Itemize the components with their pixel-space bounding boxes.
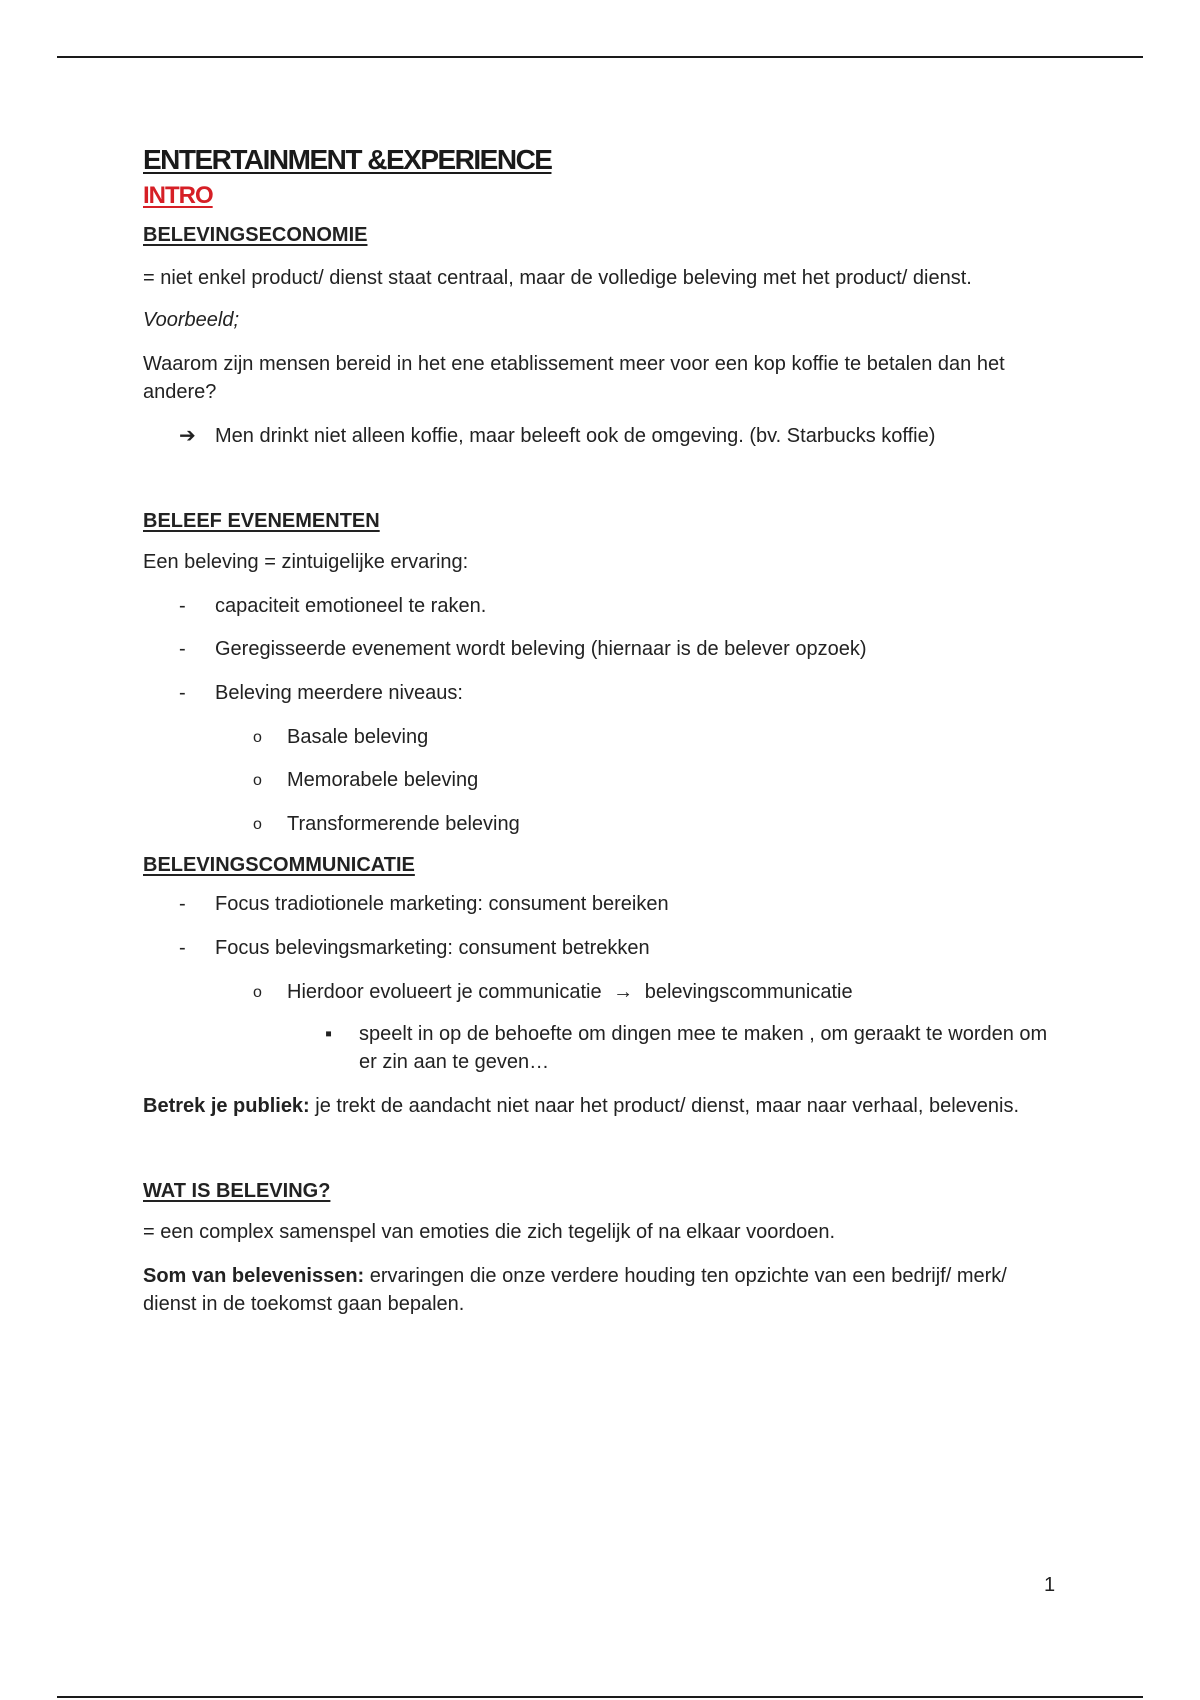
sub-list-item-text: Memorabele beleving [287,769,479,791]
bold-label: Betrek je publiek: [143,1095,310,1117]
som-belevenissen-paragraph [143,1262,1063,1318]
dash-bullet-icon: - [179,682,186,704]
sub-sub-list-item [143,1020,1063,1076]
top-rule [57,56,1143,58]
dash-bullet-icon: - [179,937,186,959]
list-item-text: Focus belevingsmarketing: consument betrekken [215,937,650,959]
bold-label: Som van belevenissen: [143,1265,365,1287]
sub-list-item [143,723,1063,751]
sub-list-item-text: Transformerende beleving [287,813,520,835]
example-label: Voorbeeld; [143,309,239,331]
list-item-text: Beleving meerdere niveaus: [215,682,463,704]
heading-belevingscommunicatie: BELEVINGSCOMMUNICATIE [143,854,415,876]
document-title: ENTERTAINMENT &EXPERIENCE [143,144,552,175]
answer-text: Men drinkt niet alleen koffie, maar beleeft ook de omgeving. (bv. Starbucks koffie) [215,425,936,447]
list-item-text: capaciteit emotioneel te raken. [215,595,487,617]
paragraph-text: ervaringen die onze verdere houding ten opzichte van een bedrijf/ merk/ dienst in de toekomst gaan bepalen. [143,1265,1007,1315]
list-item [143,635,1063,663]
sub-list-item [143,810,1063,838]
beleving-intro: Een beleving = zintuigelijke ervaring: [143,551,469,573]
circle-bullet-icon: o [253,729,262,746]
intro-heading: INTRO [143,182,213,209]
heading-belevingseconomie: BELEVINGSECONOMIE [143,224,368,246]
bottom-rule [57,1696,1143,1698]
example-question: Waarom zijn mensen bereid in het ene etablissement meer voor een kop koffie te betalen dan het andere? [143,353,1005,403]
list-item [143,592,1063,620]
page-number: 1 [1044,1574,1056,1596]
example-answer [143,422,1063,450]
dash-bullet-icon: - [179,893,186,915]
circle-bullet-icon: o [253,816,262,833]
list-item [143,890,1063,918]
betrek-publiek-paragraph [143,1092,1063,1120]
sub-sub-list-item-text: speelt in op de behoefte om dingen mee te maken , om geraakt te worden om er zin aan te geven… [359,1023,1048,1073]
definition-belevingseconomie: = niet enkel product/ dienst staat centraal, maar de volledige beleving met het product/ dienst. [143,267,972,289]
circle-bullet-icon: o [253,984,262,1001]
circle-bullet-icon: o [253,772,262,789]
arrow-right-icon: → [613,981,634,1003]
sub-list-item-text: Basale beleving [287,726,429,748]
heading-beleef-evenementen: BELEEF EVENEMENTEN [143,510,380,532]
heading-wat-is-beleving: WAT IS BELEVING? [143,1180,331,1202]
list-item-text: Geregisseerde evenement wordt beleving (hiernaar is de belever opzoek) [215,638,867,660]
definition-beleving: = een complex samenspel van emoties die zich tegelijk of na elkaar voordoen. [143,1221,836,1243]
sub-list-item [143,766,1063,794]
list-item [143,679,1063,707]
document-body [143,142,1063,1318]
sub-list-item-text: belevingscommunicatie [644,981,853,1003]
arrow-icon: ➔ [179,425,196,447]
list-item [143,934,1063,962]
dash-bullet-icon: - [179,638,186,660]
paragraph-text: je trekt de aandacht niet naar het product/ dienst, maar naar verhaal, belevenis. [315,1095,1020,1117]
sub-list-item-text: Hierdoor evolueert je communicatie [287,981,602,1003]
square-bullet-icon: ▪ [325,1023,333,1045]
sub-list-item [143,978,1063,1006]
dash-bullet-icon: - [179,595,186,617]
list-item-text: Focus tradiotionele marketing: consument bereiken [215,893,669,915]
